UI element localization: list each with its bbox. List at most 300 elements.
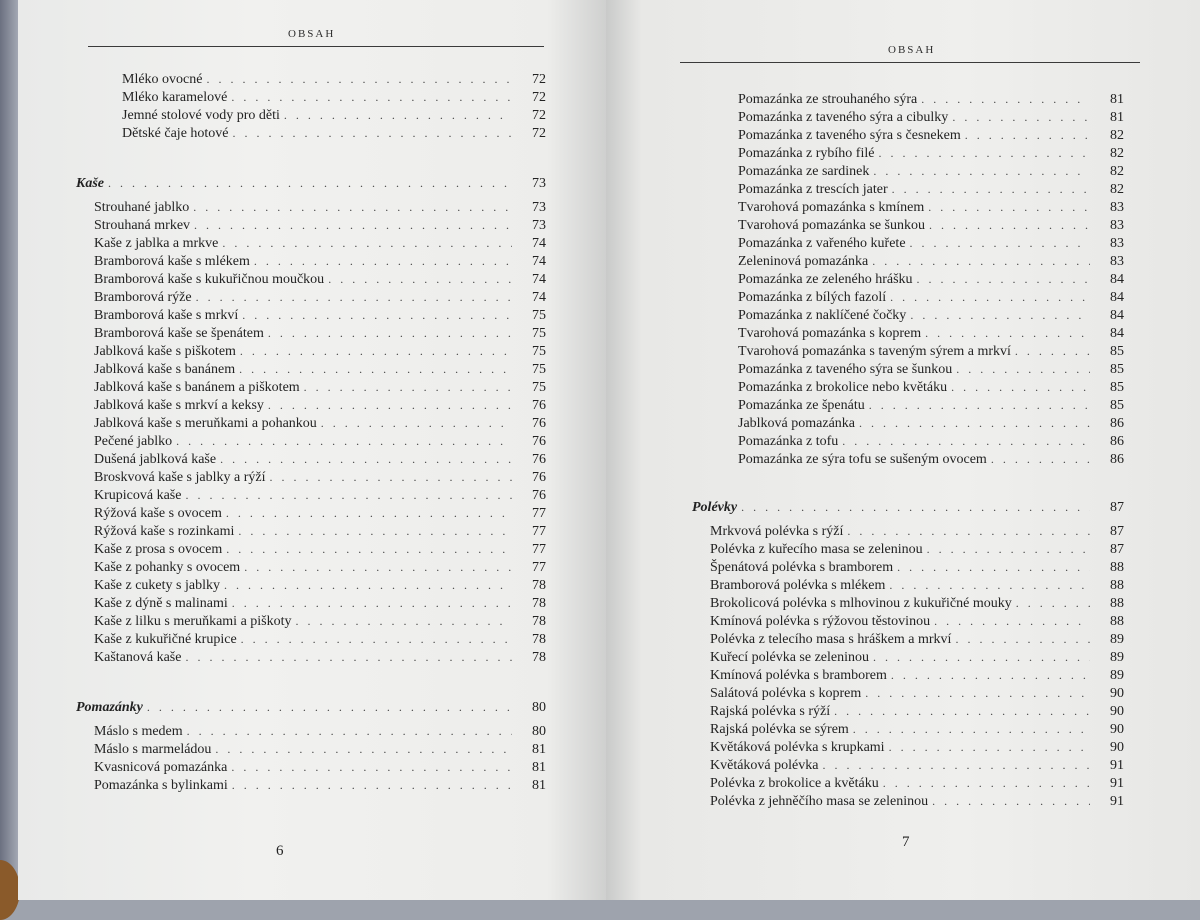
leader-dots [226,540,512,558]
leader-dots [187,722,512,740]
leader-dots [296,612,512,630]
leader-dots [254,252,512,270]
leader-dots [847,522,1090,540]
leader-dots [222,234,512,252]
leader-dots [927,540,1090,558]
entry-page: 75 [532,308,546,323]
leader-dots [232,776,512,794]
entry-page: 89 [1110,632,1124,647]
entry-title: Bramborová rýže [94,290,192,305]
section-heading [76,698,546,716]
entry-title: Kaše z cukety s jablky [94,578,220,593]
leader-dots [206,70,512,88]
leader-dots [865,684,1090,702]
entry-page: 87 [1110,542,1124,557]
leader-dots [892,180,1090,198]
entry-page: 84 [1110,290,1124,305]
entry-title: Polévka z brokolice a květáku [710,776,879,791]
entry-title: Zeleninová pomazánka [738,254,869,269]
entry-title: Jemné stolové vody pro děti [122,108,280,123]
entry-title: Rýžová kaše s ovocem [94,506,222,521]
leader-dots [955,630,1090,648]
running-header: OBSAH [288,28,336,40]
toc-entry [692,432,1124,450]
entry-page: 88 [1110,560,1124,575]
entry-title: Tvarohová pomazánka s kmínem [738,200,925,215]
leader-dots [185,648,512,666]
section-title: Pomazánky [76,700,143,715]
toc-entry [692,90,1124,108]
entry-page: 72 [532,90,546,105]
toc-entry [692,720,1124,738]
section-spacer [76,666,546,698]
toc-entry [692,216,1124,234]
entry-page: 81 [532,742,546,757]
leader-dots [1016,594,1090,612]
entry-title: Květáková polévka [710,758,819,773]
leader-dots [952,108,1090,126]
entry-page: 72 [532,126,546,141]
leader-dots [869,396,1090,414]
leader-dots [176,432,512,450]
leader-dots [878,144,1090,162]
entry-page: 72 [532,72,546,87]
toc-entry [76,758,546,776]
page-number: 7 [902,834,910,850]
entry-title: Špenátová polévka s bramborem [710,560,894,575]
entry-page: 72 [532,108,546,123]
entry-page: 77 [532,506,546,521]
entry-title: Pomazánka ze strouhaného sýra [738,92,918,107]
leader-dots [853,720,1090,738]
toc-entry [76,648,546,666]
leader-dots [231,758,512,776]
entry-page: 78 [532,596,546,611]
entry-title: Květáková polévka s krupkami [710,740,885,755]
leader-dots [268,324,512,342]
leader-dots [925,324,1090,342]
leader-dots [889,576,1090,594]
entry-title: Salátová polévka s koprem [710,686,862,701]
toc-entry [692,522,1124,540]
leader-dots [242,306,512,324]
entry-title: Polévka z kuřecího masa se zeleninou [710,542,923,557]
toc-entry [692,234,1124,252]
toc-entry [76,486,546,504]
entry-page: 83 [1110,218,1124,233]
entry-page: 77 [532,560,546,575]
toc-entry [76,198,546,216]
toc-entry [692,612,1124,630]
entry-page: 85 [1110,344,1124,359]
toc-entry [692,576,1124,594]
page-number: 6 [276,843,284,859]
entry-title: Rýžová kaše s rozinkami [94,524,235,539]
entry-title: Máslo s marmeládou [94,742,212,757]
left-page [18,0,606,900]
toc-entry [692,756,1124,774]
entry-page: 85 [1110,362,1124,377]
table-of-contents [692,90,1124,810]
toc-entry [692,360,1124,378]
leader-dots [842,432,1090,450]
entry-title: Pomazánka ze sýra tofu se sušeným ovocem [738,452,987,467]
entry-page: 80 [532,724,546,739]
section-page: 80 [532,700,546,715]
entry-title: Dušená jablková kaše [94,452,217,467]
entry-title: Mrkvová polévka s rýží [710,524,844,539]
section-title: Kaše [76,176,104,191]
entry-title: Jablková kaše s piškotem [94,344,236,359]
entry-title: Pomazánka z trescích jater [738,182,888,197]
toc-entry [76,450,546,468]
entry-page: 76 [532,416,546,431]
entry-title: Jablková kaše s meruňkami a pohankou [94,416,317,431]
section-page: 73 [532,176,546,191]
toc-entry [76,576,546,594]
toc-entry [76,522,546,540]
toc-entry [692,306,1124,324]
leader-dots [897,558,1090,576]
leader-dots [965,126,1090,144]
entry-page: 84 [1110,326,1124,341]
toc-entry [76,740,546,758]
entry-page: 74 [532,272,546,287]
leader-dots [193,198,512,216]
right-page [606,0,1200,900]
entry-title: Pomazánka z rybího filé [738,146,875,161]
entry-page: 74 [532,254,546,269]
toc-entry [692,288,1124,306]
toc-entry [692,648,1124,666]
leader-dots [910,306,1090,324]
entry-title: Broskvová kaše s jablky a rýží [94,470,266,485]
entry-page: 82 [1110,128,1124,143]
leader-dots [232,594,512,612]
table-of-contents [76,70,546,794]
leader-dots [873,648,1090,666]
toc-entry [692,396,1124,414]
leader-dots [244,558,512,576]
entry-title: Pečené jablko [94,434,173,449]
entry-title: Pomazánka z taveného sýra se šunkou [738,362,953,377]
entry-title: Kuřecí polévka se zeleninou [710,650,869,665]
leader-dots [1015,342,1090,360]
entry-title: Pomazánka z naklíčené čočky [738,308,907,323]
leader-dots [891,666,1090,684]
toc-entry [692,774,1124,792]
entry-page: 90 [1110,686,1124,701]
entry-page: 81 [532,778,546,793]
leader-dots [240,342,512,360]
leader-dots [238,522,512,540]
toc-entry [76,414,546,432]
entry-page: 84 [1110,272,1124,287]
entry-title: Tvarohová pomazánka s taveným sýrem a mrkví [738,344,1011,359]
entry-page: 82 [1110,146,1124,161]
toc-entry [692,324,1124,342]
entry-page: 74 [532,236,546,251]
toc-entry [692,414,1124,432]
leader-dots [859,414,1090,432]
entry-page: 83 [1110,236,1124,251]
entry-page: 82 [1110,164,1124,179]
leader-dots [284,106,512,124]
leader-dots [321,414,512,432]
entry-page: 78 [532,632,546,647]
entry-title: Mléko ovocné [122,72,203,87]
toc-entry [76,216,546,234]
toc-entry [692,558,1124,576]
leader-dots [928,198,1090,216]
toc-entry [76,594,546,612]
toc-entry [76,468,546,486]
toc-entry [692,342,1124,360]
toc-entry [76,270,546,288]
section-page: 87 [1110,500,1124,515]
entry-title: Pomazánka z bílých fazolí [738,290,887,305]
toc-entry [692,252,1124,270]
toc-entry [692,666,1124,684]
leader-dots [991,450,1090,468]
leader-dots [872,252,1090,270]
leader-dots [873,162,1090,180]
toc-entry [692,108,1124,126]
entry-title: Pomazánka z vařeného kuřete [738,236,906,251]
entry-title: Tvarohová pomazánka se šunkou [738,218,925,233]
entry-page: 75 [532,326,546,341]
leader-dots [822,756,1090,774]
toc-entry [692,180,1124,198]
entry-page: 81 [1110,92,1124,107]
entry-page: 73 [532,218,546,233]
toc-entry [692,162,1124,180]
entry-page: 81 [1110,110,1124,125]
entry-page: 85 [1110,398,1124,413]
entry-title: Kaše z kukuřičné krupice [94,632,237,647]
leader-dots [917,270,1090,288]
entry-page: 91 [1110,758,1124,773]
entry-title: Dětské čaje hotové [122,126,229,141]
entry-title: Polévka z telecího masa s hráškem a mrkví [710,632,952,647]
toc-entry [76,504,546,522]
entry-page: 82 [1110,182,1124,197]
leader-dots [268,396,512,414]
entry-title: Kaše z lilku s meruňkami a piškoty [94,614,292,629]
leader-dots [328,270,512,288]
toc-entry [692,684,1124,702]
toc-entry [692,540,1124,558]
toc-entry [692,702,1124,720]
toc-entry [76,776,546,794]
entry-title: Brokolicová polévka s mlhovinou z kukuřičné mouky [710,596,1012,611]
entry-page: 76 [532,488,546,503]
entry-title: Pomazánka ze špenátu [738,398,865,413]
entry-page: 88 [1110,578,1124,593]
entry-title: Pomazánka s bylinkami [94,778,228,793]
entry-title: Pomazánka ze sardinek [738,164,870,179]
book-edge-shadow [0,0,18,900]
entry-page: 83 [1110,200,1124,215]
entry-title: Kaštanová kaše [94,650,182,665]
toc-entry [692,198,1124,216]
entry-page: 89 [1110,668,1124,683]
leader-dots [883,774,1090,792]
toc-entry [76,252,546,270]
entry-page: 84 [1110,308,1124,323]
entry-page: 78 [532,614,546,629]
toc-entry [76,234,546,252]
toc-entry [76,106,546,124]
leader-dots [226,504,512,522]
toc-entry [692,738,1124,756]
entry-title: Rajská polévka s rýží [710,704,831,719]
entry-page: 78 [532,578,546,593]
toc-entry [76,540,546,558]
entry-title: Kmínová polévka s bramborem [710,668,887,683]
entry-title: Jablková kaše s mrkví a keksy [94,398,264,413]
entry-page: 90 [1110,704,1124,719]
entry-page: 75 [532,344,546,359]
entry-title: Jablková kaše s banánem [94,362,236,377]
entry-title: Polévka z jehněčího masa se zeleninou [710,794,929,809]
section-spacer [76,142,546,174]
entry-title: Strouhané jablko [94,200,190,215]
leader-dots [108,174,512,192]
toc-entry [76,612,546,630]
entry-title: Mléko karamelové [122,90,228,105]
section-title: Polévky [692,500,738,515]
leader-dots [741,498,1090,516]
leader-dots [269,468,512,486]
header-rule [88,46,544,47]
entry-page: 77 [532,524,546,539]
toc-entry [692,126,1124,144]
entry-title: Kaše z pohanky s ovocem [94,560,241,575]
toc-entry [692,378,1124,396]
toc-entry [692,144,1124,162]
toc-entry [692,792,1124,810]
leader-dots [929,216,1090,234]
running-header: OBSAH [888,44,936,56]
leader-dots [194,216,512,234]
toc-entry [76,722,546,740]
entry-page: 76 [532,470,546,485]
entry-page: 87 [1110,524,1124,539]
toc-entry [76,324,546,342]
entry-title: Pomazánka ze zeleného hrášku [738,272,913,287]
leader-dots [241,630,512,648]
entry-page: 75 [532,362,546,377]
entry-page: 86 [1110,452,1124,467]
toc-entry [76,630,546,648]
entry-title: Jablková pomazánka [738,416,856,431]
leader-dots [215,740,512,758]
leader-dots [889,738,1090,756]
entry-title: Kaše z jablka a mrkve [94,236,219,251]
leader-dots [196,288,512,306]
leader-dots [910,234,1090,252]
entry-title: Rajská polévka se sýrem [710,722,849,737]
leader-dots [239,360,512,378]
entry-page: 91 [1110,794,1124,809]
leader-dots [147,698,512,716]
leader-dots [951,378,1090,396]
toc-entry [76,432,546,450]
entry-title: Kaše z dýně s malinami [94,596,228,611]
toc-entry [692,270,1124,288]
toc-entry [76,396,546,414]
section-heading [692,498,1124,516]
entry-page: 90 [1110,722,1124,737]
entry-title: Pomazánka z tofu [738,434,839,449]
toc-entry [76,342,546,360]
leader-dots [921,90,1090,108]
toc-entry [76,88,546,106]
leader-dots [890,288,1090,306]
entry-page: 73 [532,200,546,215]
leader-dots [220,450,512,468]
entry-page: 88 [1110,596,1124,611]
entry-title: Strouhaná mrkev [94,218,191,233]
entry-title: Bramborová kaše s kukuřičnou moučkou [94,272,325,287]
entry-title: Kmínová polévka s rýžovou těstovinou [710,614,931,629]
entry-title: Pomazánka z taveného sýra s česnekem [738,128,961,143]
entry-page: 78 [532,650,546,665]
entry-page: 76 [532,398,546,413]
entry-page: 77 [532,542,546,557]
entry-page: 74 [532,290,546,305]
leader-dots [956,360,1090,378]
toc-entry [76,378,546,396]
toc-entry [76,70,546,88]
entry-page: 86 [1110,416,1124,431]
entry-title: Tvarohová pomazánka s koprem [738,326,922,341]
toc-entry [76,306,546,324]
entry-page: 76 [532,434,546,449]
entry-title: Kaše z prosa s ovocem [94,542,223,557]
entry-title: Bramborová kaše s mlékem [94,254,250,269]
entry-title: Bramborová polévka s mlékem [710,578,886,593]
entry-page: 86 [1110,434,1124,449]
section-spacer [692,468,1124,498]
leader-dots [304,378,512,396]
leader-dots [932,792,1090,810]
section-heading [76,174,546,192]
leader-dots [185,486,512,504]
entry-page: 83 [1110,254,1124,269]
entry-page: 91 [1110,776,1124,791]
entry-page: 85 [1110,380,1124,395]
entry-title: Jablková kaše s banánem a piškotem [94,380,300,395]
entry-page: 88 [1110,614,1124,629]
toc-entry [76,558,546,576]
entry-title: Kvasnicová pomazánka [94,760,228,775]
entry-title: Máslo s medem [94,724,183,739]
entry-page: 75 [532,380,546,395]
toc-entry [692,594,1124,612]
entry-page: 81 [532,760,546,775]
leader-dots [231,88,512,106]
toc-entry [76,360,546,378]
toc-entry [692,630,1124,648]
header-rule [680,62,1140,63]
entry-title: Pomazánka z taveného sýra a cibulky [738,110,949,125]
leader-dots [233,124,512,142]
leader-dots [224,576,512,594]
toc-entry [76,288,546,306]
toc-entry [76,124,546,142]
